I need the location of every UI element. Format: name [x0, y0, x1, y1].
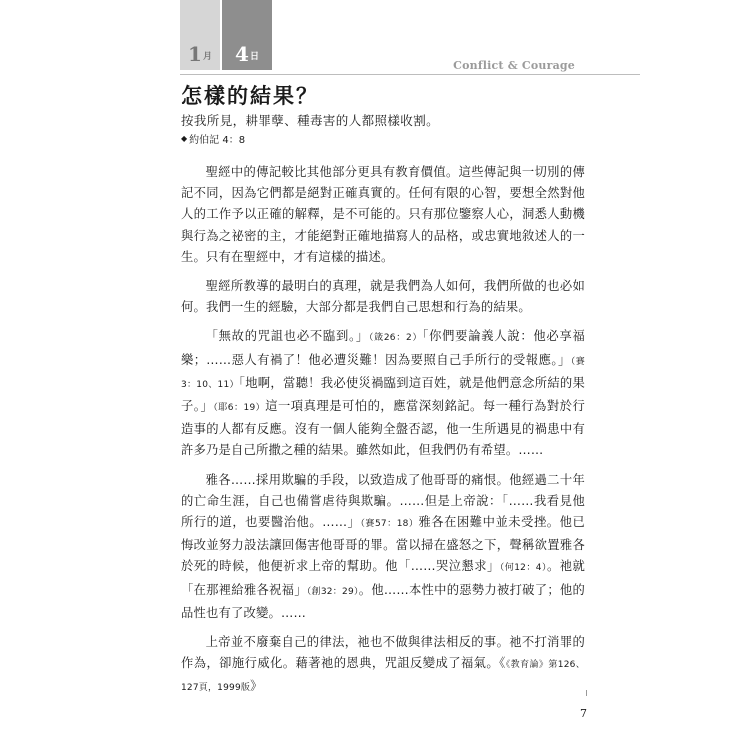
paragraph-3-text-3: 「地啊，當聽！我必使災禍臨到這百姓，就是他們意念所結的果子。」	[181, 375, 585, 414]
citation-isaiah-57: （賽57：18）	[360, 519, 419, 530]
paragraph-4-text-4: 。他……本性中的惡勢力被打破了；他的品性也有了改變。……	[181, 582, 585, 620]
reference-text: 約伯記 4：8	[189, 135, 246, 146]
month-unit: 月	[202, 52, 212, 63]
citation-hosea: （何12：4）	[499, 563, 547, 574]
citation-jeremiah: （耶6：19）	[213, 403, 266, 414]
month-tab	[180, 0, 220, 70]
margin-mark	[586, 690, 587, 696]
page-number: 7	[580, 707, 587, 720]
paragraph-5-text-1: 上帝並不廢棄自己的律法，祂也不做與律法相反的事。祂不打消罪的作為，卻施行威化。藉著祂的恩典，咒詛反變成了福氣。《	[181, 635, 585, 671]
paragraph-5	[181, 632, 585, 700]
diamond-bullet-icon: ◆	[181, 134, 188, 143]
day-tab	[222, 0, 272, 70]
citation-genesis: （創32：29）	[306, 586, 359, 597]
paragraph-4	[181, 470, 585, 624]
month-number: 1	[188, 42, 202, 66]
citation-education: 《教育論》第126、127頁，1999版	[181, 660, 585, 694]
paragraph-4-text-1: 雅各……採用欺騙的手段，以致造成了他哥哥的痛恨。他經過二十年的亡命生涯，自己也備嘗虐待與欺騙。……但是上帝說：「……我看見他所行的道，也要醫治他。……」	[181, 472, 585, 530]
citation-proverbs: （箴26：2）	[368, 333, 423, 344]
paragraph-3-text-1: 「無故的咒詛也必不臨到。」	[205, 329, 369, 344]
scripture-reference	[181, 131, 245, 146]
paragraph-5-text-2: 》	[250, 679, 263, 694]
paragraph-3-text-4: 這一項真理是可怕的，應當深刻銘記。每一種行為對於行造事的人都有反應。沒有一個人能夠全盤否認，他一生所遇見的禍患中有許多乃是自己所撒之種的結果。雖然如此，但我們仍有希望。……	[181, 399, 585, 458]
paragraph-4-text-3: 。祂就「在那裡給雅各祝福」	[181, 559, 585, 597]
day-unit: 日	[249, 52, 259, 63]
body-text	[181, 162, 585, 708]
paragraph-4-text-2: 雅各在困難中並未受挫。他已悔改並努力設法讓回傷害他哥哥的罪。當以掃在盛怒之下，聲稱欲置雅各於死的時候，他便祈求上帝的幫助。他「……哭泣懇求」	[181, 515, 585, 574]
running-head: Conflict & Courage	[453, 59, 575, 72]
page-title: 怎樣的結果？	[181, 84, 319, 108]
header-divider	[180, 74, 640, 75]
paragraph-2: 聖經所教導的最明白的真理，就是我們為人如何，我們所做的也必如何。我們一生的經驗，大部分都是我們自己思想和行為的結果。	[181, 279, 585, 315]
day-number: 4	[235, 42, 249, 66]
paragraph-3	[181, 326, 585, 461]
scripture-verse: 按我所見，耕罪孽、種毒害的人都照樣收割。	[181, 113, 440, 128]
paragraph-1: 聖經中的傳記較比其他部分更具有教育價值。這些傳記與一切別的傳記不同，因為它們都是絕對正確真實的。任何有限的心智，要想全然對他人的工作予以正確的解釋，是不可能的。只有那位鑒察人心，洞悉人動機與行為之祕密的主，才能絕對正確地描寫人的品格，或忠實地敘述人的一生。只有在聖經中，才有這樣的描述。	[181, 165, 585, 264]
citation-isaiah: （賽3：10、11）	[181, 356, 585, 390]
paragraph-3-text-2: 「你們要論義人說：他必享福樂；……惡人有禍了！他必遭災難！因為要照自己手所行的受報應。」	[181, 329, 585, 367]
